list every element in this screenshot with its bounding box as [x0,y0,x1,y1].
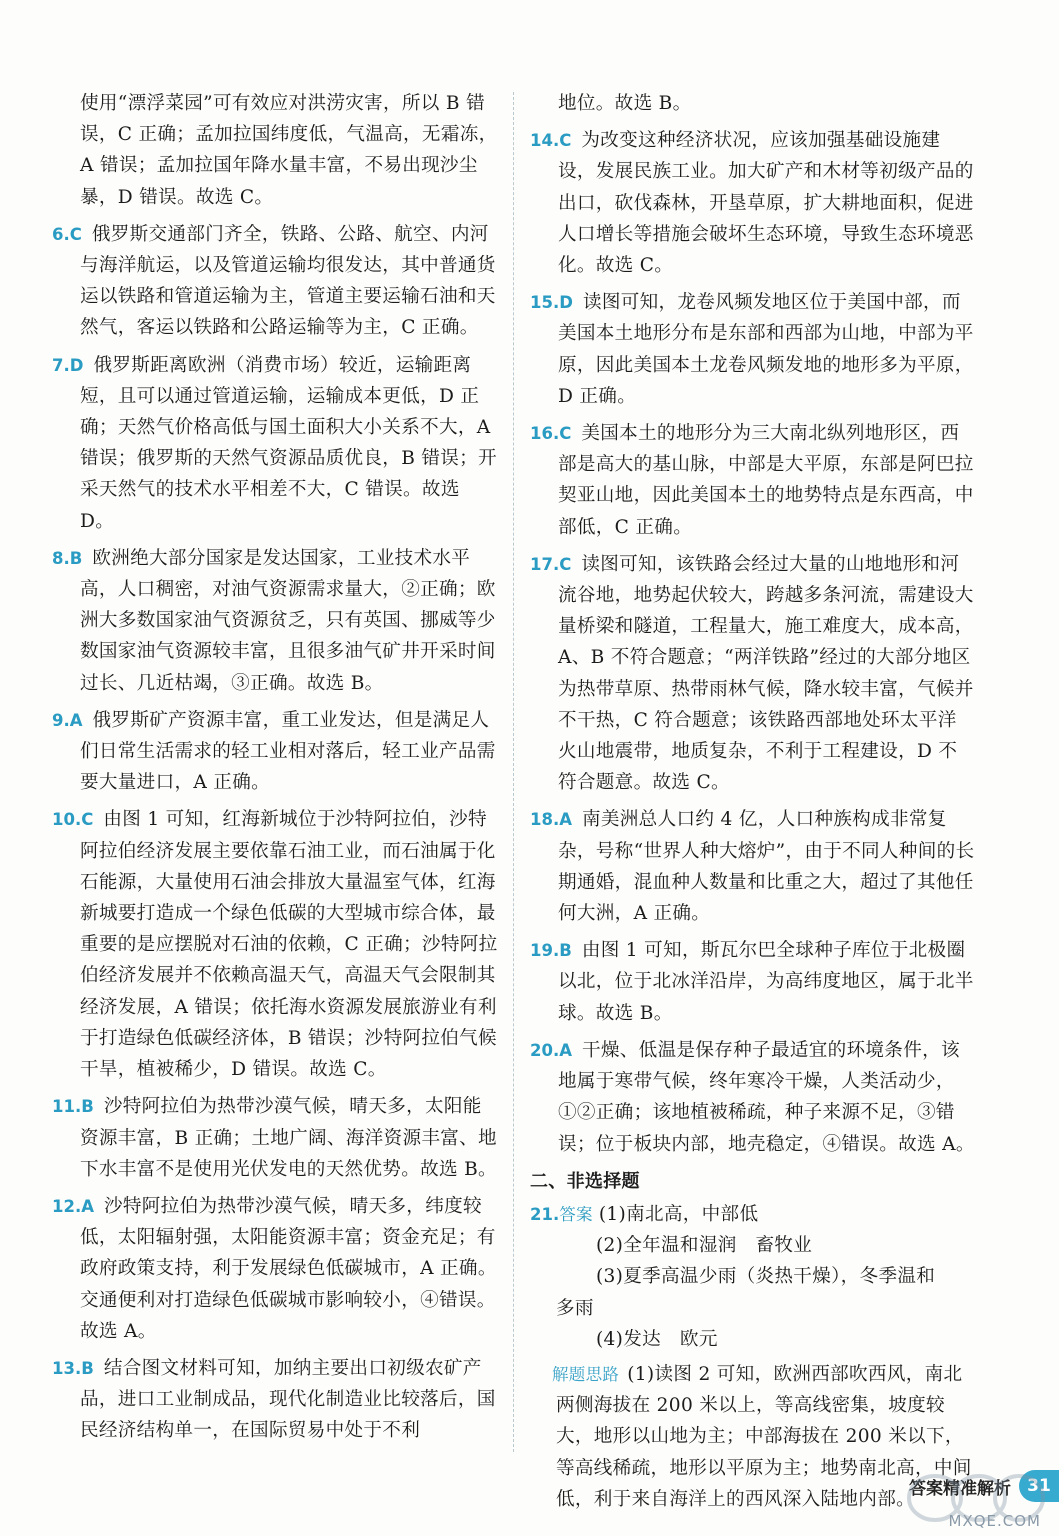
question-number: 10.C [52,810,94,830]
answer-item-17 [530,549,975,799]
answer-item-7 [52,350,500,537]
answer-item-18 [530,804,975,929]
answer-text: 俄罗斯矿产资源丰富，重工业发达，但是满足人们日常生活需求的轻工业相对落后，轻工业产品需要大量进口，A 正确。 [80,709,496,794]
question-number: 6.C [52,224,82,244]
watermark-text: MXQE.COM [948,1512,1041,1530]
column-divider [513,92,514,1452]
answer-text: 欧洲绝大部分国家是发达国家，工业技术水平高，人口稠密，对油气资源需求量大，②正确；欧洲大多数国家油气资源贫乏，只有英国、挪威等少数国家油气资源较丰富，且很多油气矿井开采时间过长、几近枯竭，③正确。故选 B。 [80,547,496,694]
answer-item-12 [52,1191,500,1347]
question-number: 12.A [52,1196,94,1216]
footer-label: 答案精准解析 [909,1478,1011,1499]
answer-item-6 [52,219,500,344]
answer-text: 为改变这种经济状况，应该加强基础设施建设，发展民族工业。加大矿产和木材等初级产品的出口，砍伐森林，开垦草原，扩大耕地面积，促进人口增长等措施会破坏生态环境，导致生态环境恶化。故选 C。 [558,130,974,277]
question-number: 20.A [530,1040,572,1060]
answer-text: 沙特阿拉伯为热带沙漠气候，晴天多，太阳能资源丰富，B 正确；土地广阔、海洋资源丰富、地下水丰富不是使用光伏发电的天然优势。故选 B。 [80,1096,497,1180]
page-number: 31 [1019,1470,1059,1502]
question-number: 13.B [52,1358,94,1378]
answer-line-4: (4)发达 欧元 [596,1328,718,1350]
answer-line-3: (3)夏季高温少雨（炎热干燥），冬季温和 [596,1266,936,1288]
answer-item-20 [530,1035,975,1160]
answer-line-2: (2)全年温和湿润 畜牧业 [596,1235,813,1257]
continuation-text: 地位。故选 B。 [558,93,692,114]
analysis-label: 解题思路 [552,1364,620,1384]
answer-line-1: (1)南北高，中部低 [598,1203,759,1225]
answer-item-13 [52,1353,500,1447]
answer-item-11 [52,1091,500,1185]
answer-label: 答案 [559,1204,593,1224]
answer-item-15 [530,287,975,412]
analysis-text: (1)读图 2 可知，欧洲西部吹西风，南北两侧海拔在 200 米以上，等高线密集，坡度较大，地形以山地为主；中部海拔在 200 米以下，等高线稀疏，地形以平原为主；地势南北高，中间低，利于来自海洋上的西风深入陆地内部。 [556,1363,972,1510]
question-number: 11.B [52,1097,94,1117]
answer-text: 由图 1 可知，红海新城位于沙特阿拉伯，沙特阿拉伯经济发展主要依靠石油工业，而石油属于化石能源，大量使用石油会排放大量温室气体，红海新城要打造成一个绿色低碳的大型城市综合体，最重要的是应摆脱对石油的依赖，C 正确；沙特阿拉伯经济发展并不依赖高温天气，高温天气会限制其经济发展，A 错误；依托海水资源发展旅游业有利于打造绿色低碳经济体，B 错误；沙特阿拉伯气候干旱，植被稀少，D 错误。故选 C。 [80,809,498,1081]
answer-item-21 [530,1199,975,1230]
question-number: 9.A [52,710,83,730]
left-column [52,88,500,1453]
answer-item-14 [530,125,975,281]
continuation-text: 使用“漂浮菜园”可有效应对洪涝灾害，所以 B 错误，C 正确；孟加拉国纬度低，气温高，无霜冻，A 错误；孟加拉国年降水量丰富，不易出现沙尘暴，D 错误。故选 C。 [80,93,498,208]
question-number: 8.B [52,548,83,568]
question-number: 18.A [530,810,572,830]
question-number: 7.D [52,355,84,375]
answer-line-3-cont: 多雨 [556,1297,594,1319]
question-number: 17.C [530,554,572,574]
right-column [530,88,975,1515]
answer-text: 读图可知，龙卷风频发地区位于美国中部，而美国本土地形分布是东部和西部为山地，中部为平原，因此美国本土龙卷风频发地的地形多为平原，D 正确。 [558,292,974,407]
answer-text: 俄罗斯交通部门齐全，铁路、公路、航空、内河与海洋航运，以及管道运输均很发达，其中普通货运以铁路和管道运输为主，管道主要运输石油和天然气，客运以铁路和公路运输等为主，C 正确。 [80,223,496,339]
section-title: 二、非选择题 [530,1170,640,1192]
answer-item-10 [52,804,500,1085]
answer-item-19 [530,935,975,1029]
answer-text: 南美洲总人口约 4 亿，人口种族构成非常复杂，号称“世界人种大熔炉”，由于不同人种间的长期通婚，混血种人数量和比重之大，超过了其他任何大洲，A 正确。 [558,809,975,925]
question-number: 16.C [530,424,572,444]
question-number: 21. [530,1204,560,1224]
answer-text: 读图可知，该铁路会经过大量的山地地形和河流谷地，地势起伏较大，跨越多条河流，需建设大量桥梁和隧道，工程量大，施工难度大，成本高，A、B 不符合题意；“两洋铁路”经过的大部分地区为热带草原、热带雨林气候，降水较丰富，气候并不干热，C 符合题意；该铁路西部地处环太平洋火山地震带，地质复杂，不利于工程建设，D 不符合题意。故选 C。 [558,553,974,794]
answer-item-9 [52,705,500,799]
question-number: 14.C [530,131,572,151]
answer-text: 干燥、低温是保存种子最适宜的环境条件，该地属于寒带气候，终年寒冷干燥，人类活动少，①②正确；该地植被稀疏，种子来源不足，③错误；位于板块内部，地壳稳定，④错误。故选 A。 [558,1039,975,1155]
question-number: 15.D [530,293,573,313]
answer-text: 美国本土的地形分为三大南北纵列地形区，西部是高大的基山脉，中部是大平原，东部是阿巴拉契亚山地，因此美国本土的地势特点是东西高，中部低，C 正确。 [558,423,974,538]
answer-text: 由图 1 可知，斯瓦尔巴全球种子库位于北极圈以北，位于北冰洋沿岸，为高纬度地区，属于北半球。故选 B。 [558,940,974,1024]
answer-text: 结合图文材料可知，加纳主要出口初级农矿产品，进口工业制成品，现代化制造业比较落后，国民经济结构单一，在国际贸易中处于不利 [80,1357,496,1442]
question-number: 19.B [530,941,572,961]
answer-item-16 [530,418,975,543]
answer-text: 俄罗斯距离欧洲（消费市场）较近，运输距离短，且可以通过管道运输，运输成本更低，D 正确；天然气价格高低与国土面积大小关系不大，A 错误；俄罗斯的天然气资源品质优良，B 错误；开采天然气的技术水平相差不大，C 错误。故选 D。 [80,354,497,532]
answer-item-8 [52,543,500,699]
answer-text: 沙特阿拉伯为热带沙漠气候，晴天多，纬度较低，太阳辐射强，太阳能资源丰富；资金充足；有政府政策支持，利于发展绿色低碳城市，A 正确。交通便利对打造绿色低碳城市影响较小，④错误。故选 A。 [80,1195,497,1342]
